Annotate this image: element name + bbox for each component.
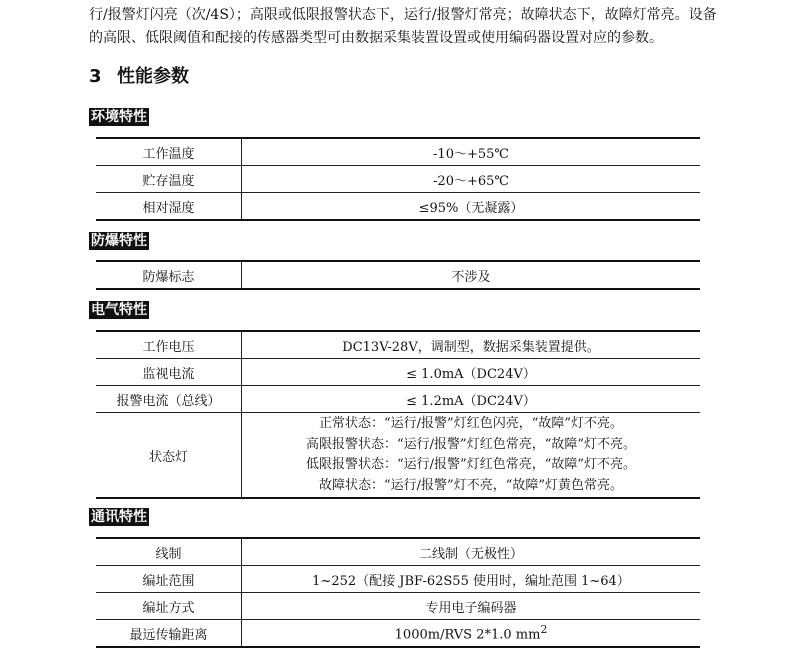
intro-paragraph	[89, 4, 779, 50]
table-row	[96, 193, 700, 221]
table-row	[96, 413, 700, 499]
distance-superscript: 2	[540, 623, 548, 637]
table-value: -20～+65℃	[242, 166, 701, 193]
intro-line-2: 的高限、低限阈值和配接的传感器类型可由数据采集装置设置或使用编码器设置对应的参数。	[89, 30, 663, 46]
electrical-heading: 电气特性	[91, 302, 147, 318]
table-value	[242, 620, 701, 648]
communication-heading: 通讯特性	[91, 509, 147, 525]
distance-value: 1000m/RVS 2*1.0 mm	[394, 627, 541, 643]
table-key: 报警电流（总线）	[96, 386, 242, 413]
table-row	[96, 331, 700, 359]
explosion-table	[96, 260, 700, 290]
table-row	[96, 138, 700, 166]
table-value: ≤ 1.2mA（DC24V）	[242, 386, 701, 413]
table-value: DC13V-28V，调制型，数据采集装置提供。	[242, 331, 701, 359]
table-value: ≤ 1.0mA（DC24V）	[242, 359, 701, 386]
table-key: 编址范围	[96, 566, 242, 593]
table-value: 二线制（无极性）	[242, 538, 701, 566]
table-value: ≤95%（无凝露）	[242, 193, 701, 221]
table-key: 防爆标志	[96, 261, 242, 289]
electrical-table	[96, 330, 700, 499]
table-value: 1~252（配接 JBF-62S55 使用时，编址范围 1~64）	[242, 566, 701, 593]
status-line: 正常状态：“运行/报警”灯红色闪亮，“故障”灯不亮。	[319, 416, 623, 431]
table-row	[96, 566, 700, 593]
table-key: 状态灯	[96, 413, 242, 499]
table-key: 编址方式	[96, 593, 242, 620]
explosion-heading: 防爆特性	[91, 233, 147, 249]
intro-line-1: 行/报警灯闪亮（次/4S）；高限或低限报警状态下，运行/报警灯常亮；故障状态下，故障灯常亮。设备	[89, 7, 717, 23]
status-line: 低限报警状态：“运行/报警”灯红色常亮，“故障”灯不亮。	[306, 457, 636, 472]
table-key: 相对湿度	[96, 193, 242, 221]
status-light-cell	[242, 413, 701, 499]
table-row	[96, 386, 700, 413]
status-line: 故障状态：“运行/报警”灯不亮，“故障”灯黄色常亮。	[319, 477, 623, 493]
table-row	[96, 620, 700, 648]
table-row	[96, 593, 700, 620]
environment-heading: 环境特性	[91, 109, 147, 125]
table-key: 监视电流	[96, 359, 242, 386]
table-value: -10～+55℃	[242, 138, 701, 166]
status-line: 高限报警状态：“运行/报警”灯红色常亮，“故障”灯不亮。	[306, 436, 636, 452]
table-row	[96, 261, 700, 289]
table-row	[96, 166, 700, 193]
table-row	[96, 538, 700, 566]
environment-table	[96, 137, 700, 221]
section-title	[89, 62, 189, 88]
table-key: 工作电压	[96, 331, 242, 359]
section-number: 3	[89, 66, 102, 87]
table-row	[96, 359, 700, 386]
table-key: 线制	[96, 538, 242, 566]
table-value: 专用电子编码器	[242, 593, 701, 620]
table-value: 不涉及	[242, 261, 701, 289]
communication-table	[96, 537, 700, 648]
table-key: 最远传输距离	[96, 620, 242, 648]
section-title-text: 性能参数	[117, 66, 189, 87]
table-key: 工作温度	[96, 138, 242, 166]
table-key: 贮存温度	[96, 166, 242, 193]
